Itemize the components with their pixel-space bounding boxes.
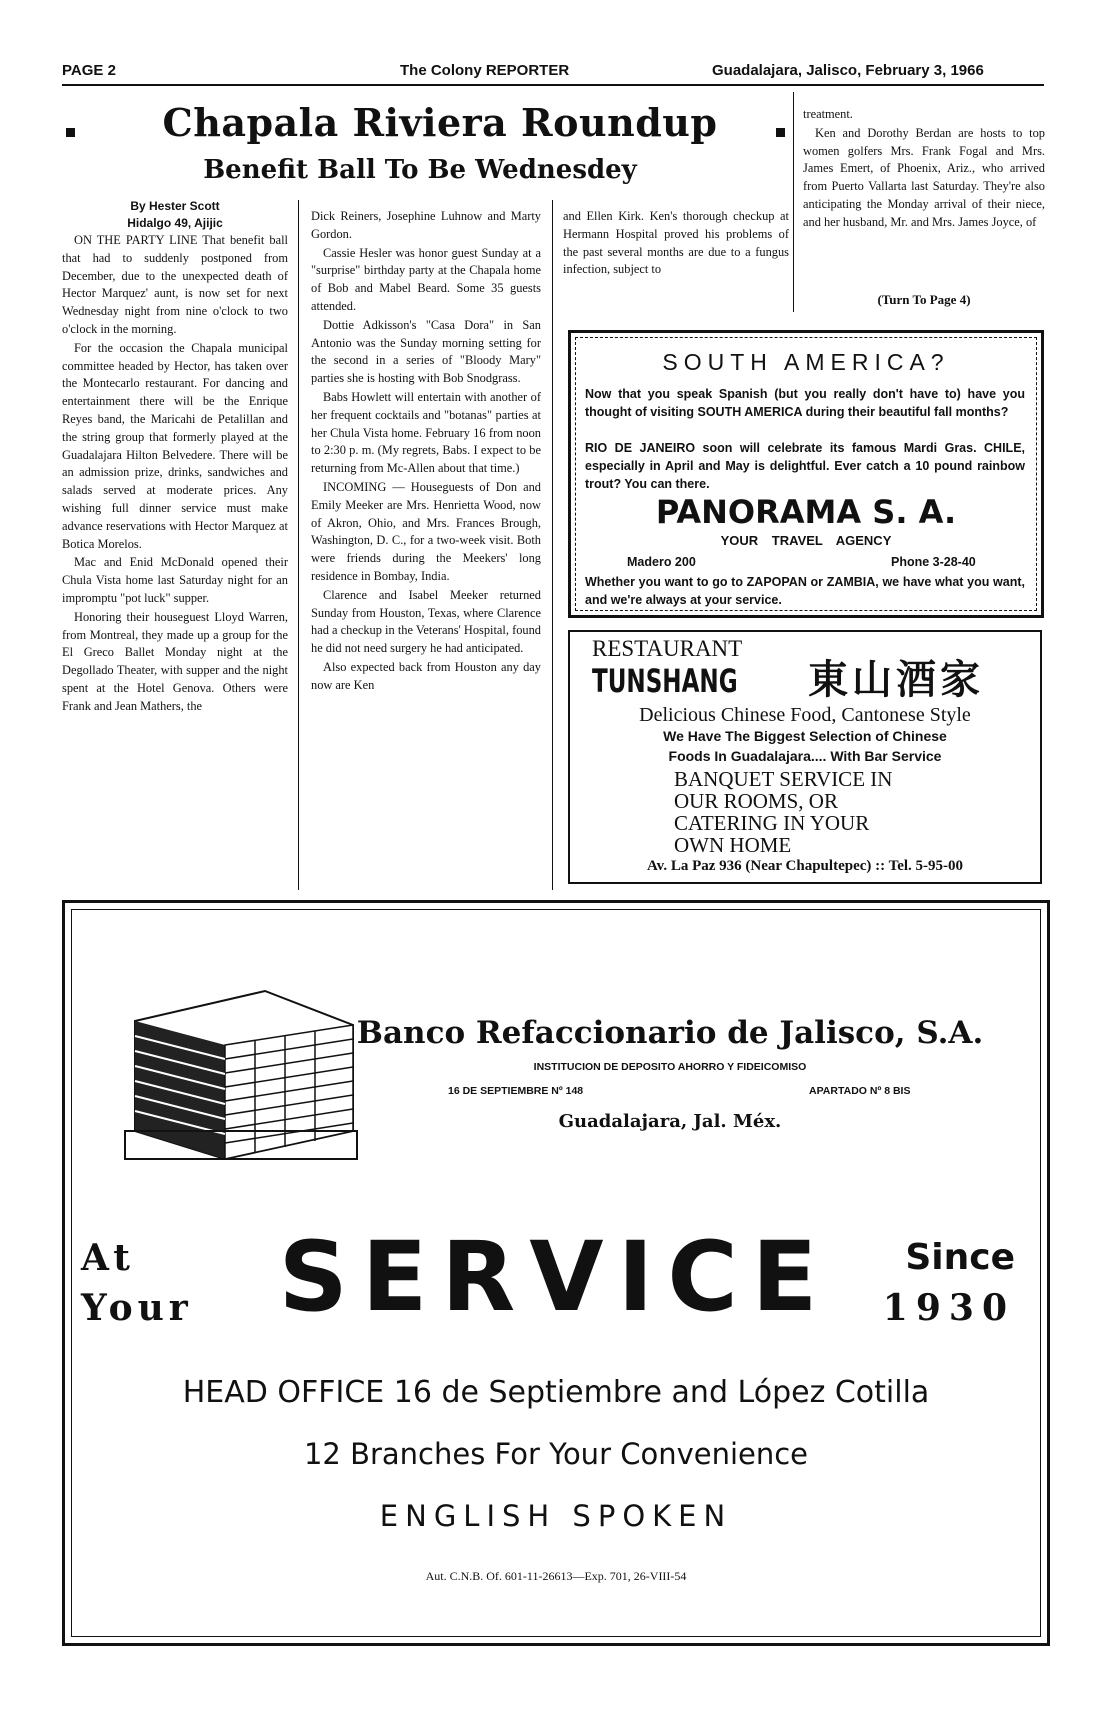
masthead-rule [62,84,1044,86]
sa-heading: SOUTH AMERICA? [662,349,950,375]
restaurant-address: Av. La Paz 936 (Near Chapultepec) :: Tel. 5-95-00 [646,858,964,874]
restaurant-chinese-name: 東山酒家 [808,657,984,703]
article-column-2 [311,208,541,888]
article-paragraph: Honoring their houseguest Lloyd Warren, from Montreal, they made up a group for the El Greco Ballet Monday night at the Degollado Theater, with supper and the night spent at the Hotel Genova. Others were Frank and Jean Mathers, the [62,609,288,713]
article-column-4 [803,106,1045,286]
restaurant-banquet [674,768,892,856]
sa-phone: Phone 3-28-40 [891,555,976,569]
headline-bullet-right [776,128,785,137]
restaurant-banquet-line: BANQUET SERVICE IN [674,767,893,791]
byline-address: Hidalgo 49, Ajijic [127,216,223,230]
article-paragraph: Babs Howlett will entertain with another of her frequent cocktails and "botanas" parties at her Chula Vista home. February 16 from noon to 2:30 p. m. (My regrets, Babs. I expect to be returning from Mc-Allen about that time.) [311,389,541,476]
headline-divider [793,92,794,312]
bank-street: 16 DE SEPTIEMBRE Nº 148 [448,1085,584,1097]
page-number: PAGE 2 [62,62,116,79]
bank-service: SERVICE [278,1221,832,1333]
south-america-ad [568,330,1044,618]
article-paragraph: Dick Reiners, Josephine Luhnow and Marty Gordon. [311,209,541,241]
sa-closing: Whether you want to go to ZAPOPAN or ZAMBIA, we have what you want, and we're always at your service. [585,575,1025,607]
sa-text-1: Now that you speak Spanish (but you really don't have to) have you thought of visiting SOUTH AMERICA during their beautiful fall months? [585,387,1025,419]
headline-sub: Benefit Ball To Be Wednesdey [203,155,637,185]
sa-text-2: RIO DE JANEIRO soon will celebrate its famous Mardi Gras. CHILE, especially in April and May is delightful. Ever catch a 10 pound rainbow trout? You can there. [585,441,1025,491]
bank-apartado: APARTADO Nº 8 BIS [809,1085,911,1097]
article-paragraph: INCOMING — Houseguests of Don and Emily Meeker are Mrs. Henrietta Wood, now of Akron, Ohio, and Mrs. Frances Brough, Washington, D. C., for a two-week visit. Both were friends during the Meekers' long residence in Bombay, India. [311,479,541,583]
restaurant-line: Foods In Guadalajara.... With Bar Service [668,748,942,764]
restaurant-banquet-line: OUR ROOMS, OR [674,789,838,813]
paper-name: The Colony REPORTER [400,62,570,79]
sa-company: PANORAMA S. A. [655,493,957,531]
bank-building-illustration [115,981,365,1171]
bank-name: Banco Refaccionario de Jalisco, S.A. [356,1015,984,1051]
article-paragraph: Cassie Hesler was honor guest Sunday at a "surprise" birthday party at the Chapala home of Bob and Mabel Beard. Some 35 guests attended. [311,245,541,313]
bank-institution: INSTITUCION DE DEPOSITO AHORRO Y FIDEICOMISO [533,1061,807,1073]
bank-english-spoken: ENGLISH SPOKEN [379,1499,733,1533]
article-paragraph: Mac and Enid McDonald opened their Chula Vista home last Saturday night for an impromptu "pot luck" supper. [62,555,288,605]
article-paragraph: Dottie Adkisson's "Casa Dora" in San Antonio was the Sunday morning setting for the second in a series of "Bloody Mary" parties she is hosting with Bob Snodgrass. [311,317,541,386]
restaurant-banquet-line: CATERING IN YOUR [674,811,870,835]
bank-since: Since [905,1237,1015,1278]
bank-branches: 12 Branches For Your Convenience [303,1437,809,1471]
bank-at: At [81,1237,135,1279]
bank-city: Guadalajara, Jal. Méx. [558,1111,782,1132]
sa-tagline: YOUR TRAVEL AGENCY [720,533,892,548]
bank-authorization: Aut. C.N.B. Of. 601-11-26613—Exp. 701, 26-VIII-54 [425,1569,687,1583]
bank-ad [62,900,1050,1646]
article-column-1 [62,198,288,888]
restaurant-label: RESTAURANT [592,636,743,661]
restaurant-banquet-line: OWN HOME [674,833,792,857]
bank-your: Your [81,1287,193,1329]
article-paragraph: ON THE PARTY LINE That benefit ball that had to suddenly postponed from December, due to the unexpected death of Hector Marquez' aunt, is now set for next Wednesday night from nine o'clock to two o'clock in the morning. [62,233,288,336]
restaurant-ad [568,630,1042,884]
article-paragraph: treatment. [803,107,853,121]
headline-main: Chapala Riviera Roundup [162,100,718,145]
restaurant-line: Delicious Chinese Food, Cantonese Style [639,704,971,726]
column-divider [298,200,299,890]
column-divider [552,200,553,890]
article-paragraph: Also expected back from Houston any day now are Ken [311,659,541,692]
article-paragraph: Ken and Dorothy Berdan are hosts to top women golfers Mrs. Frank Fogal and Mrs. James Emert, of Phoenix, Ariz., who arrived from Puerto Vallarta last Saturday. They're also anticipating the Monday arrival of their niece, and her husband, Mr. and Mrs. James Joyce, of [803,125,1045,229]
article-paragraph: For the occasion the Chapala municipal committee headed by Hector, has taken over the Montecarlo restaurant. For dancing and entertainment there will be the Enrique Reyes band, the Maricahi de Petalillan and the string group that formerly played at the Guadalajara Hilton Belvedere. There will be an admission prize, drinks, sandwiches and salads served at moderate prices. Any wishing full dinner service must make advance reservations with Hector Marquez at Botica Morelos. [62,340,288,551]
bank-year: 1930 [882,1287,1015,1329]
restaurant-line: We Have The Biggest Selection of Chinese [663,728,947,744]
turn-to-page: (Turn To Page 4) [877,292,971,307]
restaurant-name: TUNSHANG [592,662,738,700]
article-column-3 [563,208,789,318]
byline-author: By Hester Scott [130,199,220,213]
sa-address: Madero 200 [627,555,696,569]
article-paragraph: Clarence and Isabel Meeker returned Sunday from Houston, Texas, where Clarence had a checkup in the Veterans' Hospital, found he did not need surgery he had anticipated. [311,587,541,656]
bank-head-office: HEAD OFFICE 16 de Septiembre and López Cotilla [182,1375,930,1410]
headline-bullet-left [66,128,75,137]
article-paragraph: and Ellen Kirk. Ken's thorough checkup at Hermann Hospital proved his problems of the past several months are due to a fungus infection, subject to [563,209,789,277]
dateline: Guadalajara, Jalisco, February 3, 1966 [712,62,984,79]
